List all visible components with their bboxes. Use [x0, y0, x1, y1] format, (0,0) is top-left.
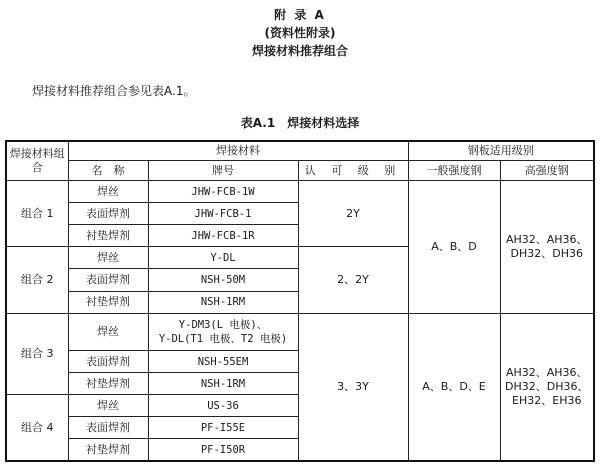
table-row [6, 181, 594, 203]
combo-3: 组合 3 [6, 313, 68, 395]
intro-text: 焊接材料推荐组合参见表A.1。 [32, 84, 196, 98]
material-name: 衬垫焊剂 [68, 291, 148, 313]
appendix-heading: 附 录 A [274, 8, 326, 22]
brand-line: Y-DL(T1 电极、T2 电极) [158, 332, 288, 345]
material-brand: PF-I50R [148, 439, 298, 461]
material-brand: NSH-1RM [148, 373, 298, 395]
header-steel-grade: 钢板适用级别 [408, 141, 594, 161]
material-brand: NSH-55EM [148, 351, 298, 373]
cert-level-g34: 3、3Y [298, 313, 408, 461]
material-brand: NSH-50M [148, 269, 298, 291]
cert-level-g2: 2、2Y [298, 247, 408, 313]
material-brand: JHW-FCB-1W [148, 181, 298, 203]
material-name: 衬垫焊剂 [68, 439, 148, 461]
material-name: 表面焊剂 [68, 417, 148, 439]
header-high-steel: 高强度钢 [500, 161, 594, 181]
combo-1: 组合 1 [6, 181, 68, 247]
header-general-steel: 一般强度钢 [408, 161, 500, 181]
combo-4: 组合 4 [6, 395, 68, 461]
combo-2: 组合 2 [6, 247, 68, 313]
material-name: 衬垫焊剂 [68, 225, 148, 247]
material-name: 焊丝 [68, 247, 148, 269]
high-steel-g12 [500, 181, 594, 313]
material-name: 焊丝 [68, 181, 148, 203]
material-name: 表面焊剂 [68, 203, 148, 225]
brand-line: Y-DM3(L 电极)、 [178, 318, 268, 331]
material-name: 衬垫焊剂 [68, 373, 148, 395]
table-row [6, 313, 594, 351]
cert-level-g1: 2Y [298, 181, 408, 247]
material-brand: PF-I55E [148, 417, 298, 439]
high-steel-line: EH32、EH36 [512, 393, 582, 407]
table-subheader-row [6, 161, 594, 181]
header-cert-level: 认 可 级 别 [298, 161, 408, 181]
header-combo: 焊接材料组合 [6, 141, 68, 181]
header-brand: 牌号 [148, 161, 298, 181]
material-brand: JHW-FCB-1R [148, 225, 298, 247]
welding-material-table [5, 140, 595, 462]
high-steel-line: DH32、DH36、 [505, 379, 589, 393]
general-steel-g34: A、B、D、E [408, 313, 500, 461]
high-steel-g34 [500, 313, 594, 461]
appendix-note: (资料性附录) [264, 26, 336, 40]
material-brand: NSH-1RM [148, 291, 298, 313]
header-material: 焊接材料 [68, 141, 408, 161]
high-steel-line: AH32、AH36、 [505, 232, 588, 246]
general-steel-g12: A、B、D [408, 181, 500, 313]
material-name: 焊丝 [68, 395, 148, 417]
material-name: 焊丝 [68, 313, 148, 351]
material-brand: US-36 [148, 395, 298, 417]
material-name: 表面焊剂 [68, 269, 148, 291]
material-brand: Y-DL [148, 247, 298, 269]
high-steel-line: DH32、DH36 [510, 246, 583, 260]
table-header-row [6, 141, 594, 161]
appendix-title: 焊接材料推荐组合 [251, 44, 348, 58]
high-steel-line: AH32、AH36、 [505, 365, 588, 379]
material-brand: JHW-FCB-1 [148, 203, 298, 225]
table-caption: 表A.1 焊接材料选择 [240, 116, 360, 130]
header-name: 名 称 [68, 161, 148, 181]
material-name: 表面焊剂 [68, 351, 148, 373]
material-brand [148, 313, 298, 351]
